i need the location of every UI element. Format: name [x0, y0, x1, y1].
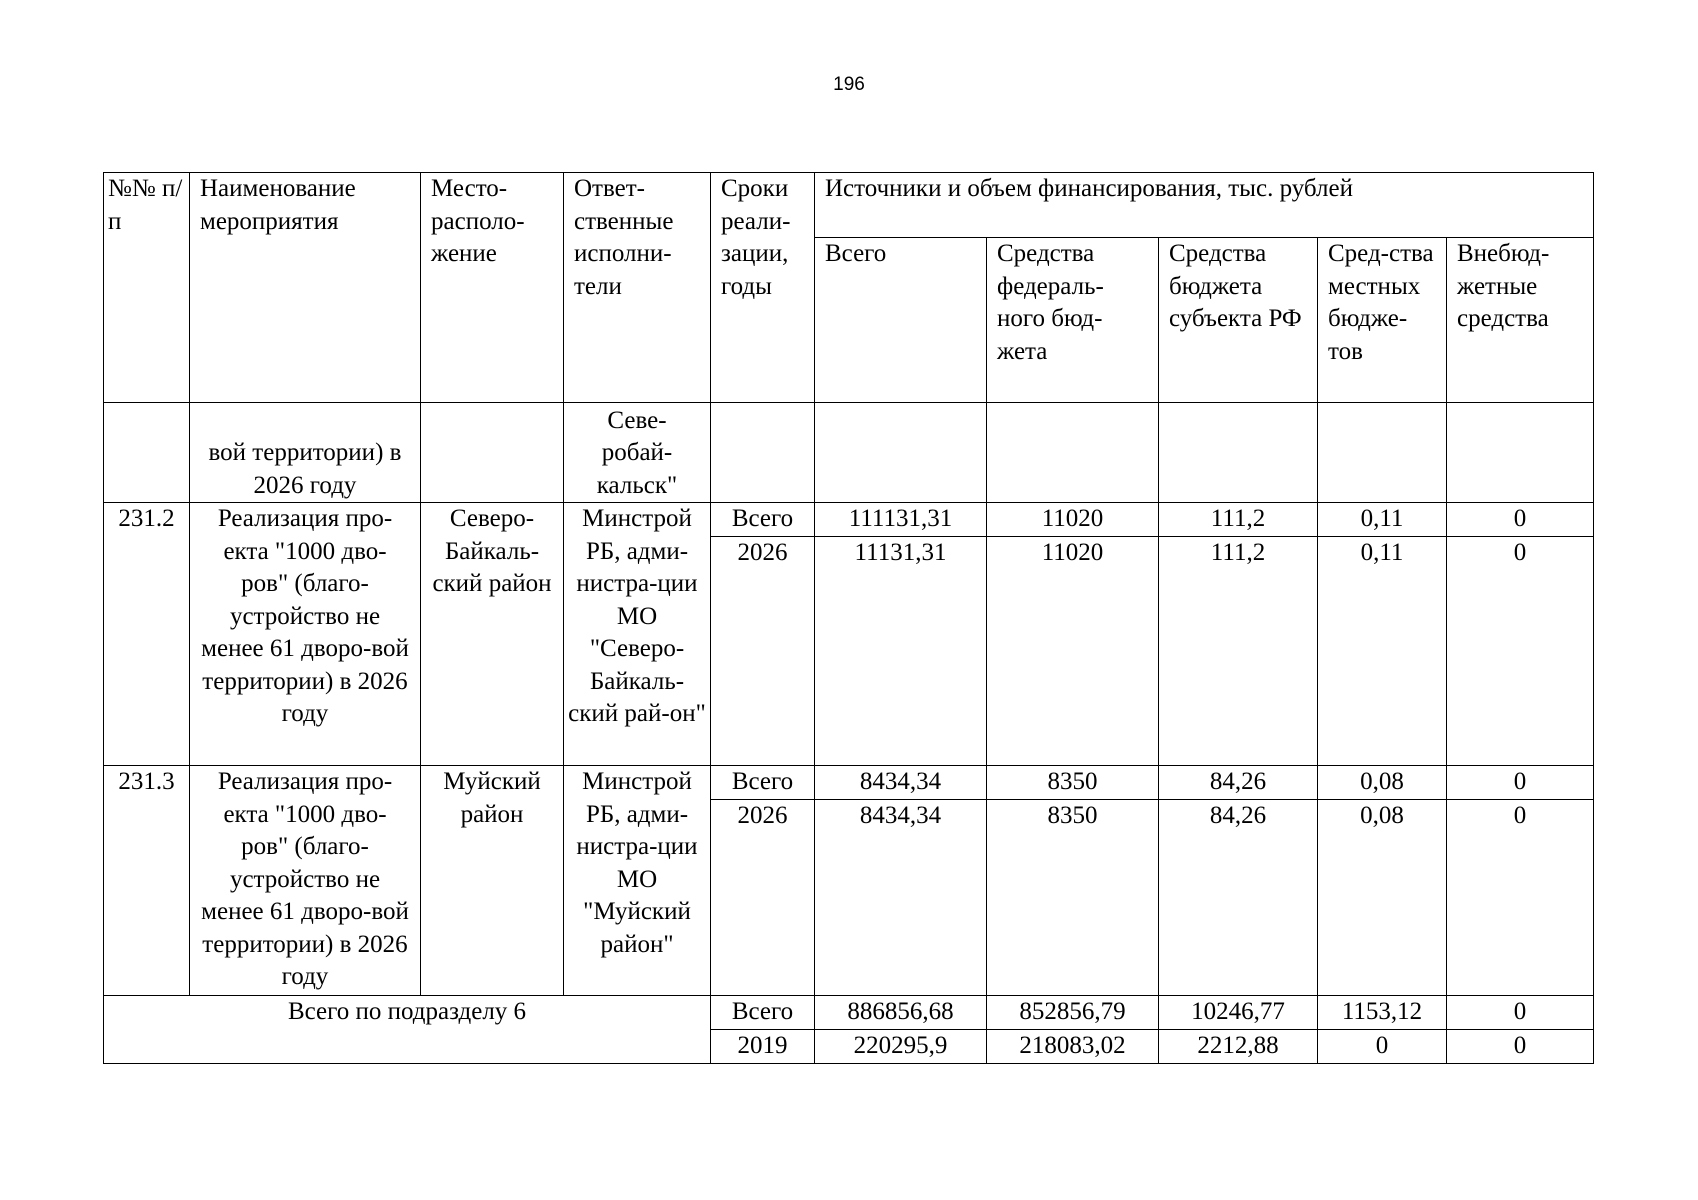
- row-local: 0,11: [1318, 503, 1447, 537]
- header-federal: Средства федераль-ного бюд-жета: [987, 238, 1159, 403]
- continuation-federal: [987, 403, 1159, 503]
- header-location: Место-располо-жение: [421, 173, 564, 403]
- subtotal-federal: 852856,79: [987, 996, 1159, 1030]
- continuation-responsible: Севе-робай-кальск": [564, 403, 711, 503]
- header-extra: Внебюд-жетные средства: [1447, 238, 1594, 403]
- subtotal-federal: 218083,02: [987, 1030, 1159, 1064]
- row-name: Реализация про-екта "1000 дво-ров" (благо-устройство не менее 61 дворо-вой территории) в 2026 году: [190, 503, 421, 766]
- subtotal-period: 2019: [711, 1030, 815, 1064]
- row-extra: 0: [1447, 800, 1594, 996]
- row-federal: 8350: [987, 800, 1159, 996]
- row-total: 11131,31: [815, 537, 987, 766]
- row-federal: 8350: [987, 766, 1159, 800]
- subtotal-extra: 0: [1447, 996, 1594, 1030]
- row-responsible: Минстрой РБ, адми-нистра-ции МО "Северо-Байкаль-ский рай-он": [564, 503, 711, 766]
- row-federal: 11020: [987, 503, 1159, 537]
- continuation-period: [711, 403, 815, 503]
- header-period: Сроки реали-зации, годы: [711, 173, 815, 403]
- header-regional: Средства бюджета субъекта РФ: [1159, 238, 1318, 403]
- row-extra: 0: [1447, 766, 1594, 800]
- header-num: №№ п/п: [104, 173, 190, 403]
- row-regional: 111,2: [1159, 537, 1318, 766]
- subtotal-total: 886856,68: [815, 996, 987, 1030]
- header-sources: Источники и объем финансирования, тыс. рублей: [815, 173, 1594, 238]
- continuation-name: вой территории) в 2026 году: [190, 403, 421, 503]
- continuation-total: [815, 403, 987, 503]
- continuation-regional: [1159, 403, 1318, 503]
- row-regional: 111,2: [1159, 503, 1318, 537]
- subtotal-total: 220295,9: [815, 1030, 987, 1064]
- subtotal-row: [104, 996, 1594, 1030]
- row-period: Всего: [711, 766, 815, 800]
- continuation-local: [1318, 403, 1447, 503]
- row-local: 0,08: [1318, 766, 1447, 800]
- header-total: Всего: [815, 238, 987, 403]
- continuation-extra: [1447, 403, 1594, 503]
- row-local: 0,11: [1318, 537, 1447, 766]
- financing-table: [103, 172, 1594, 1064]
- row-regional: 84,26: [1159, 766, 1318, 800]
- subtotal-regional: 2212,88: [1159, 1030, 1318, 1064]
- row-local: 0,08: [1318, 800, 1447, 996]
- subtotal-period: Всего: [711, 996, 815, 1030]
- row-period: 2026: [711, 537, 815, 766]
- subtotal-local: 0: [1318, 1030, 1447, 1064]
- continuation-num: [104, 403, 190, 503]
- row-responsible: Минстрой РБ, адми-нистра-ции МО "Муйский район": [564, 766, 711, 996]
- header-name: Наименование мероприятия: [190, 173, 421, 403]
- continuation-location: [421, 403, 564, 503]
- page-number: 196: [833, 74, 865, 95]
- subtotal-label: Всего по подразделу 6: [104, 996, 711, 1064]
- row-regional: 84,26: [1159, 800, 1318, 996]
- header-local: Сред-ства местных бюдже-тов: [1318, 238, 1447, 403]
- table-row: [104, 766, 1594, 800]
- row-name: Реализация про-екта "1000 дво-ров" (благо-устройство не менее 61 дворо-вой территории) в 2026 году: [190, 766, 421, 996]
- row-period: Всего: [711, 503, 815, 537]
- row-num: 231.2: [104, 503, 190, 766]
- table-row: [104, 503, 1594, 537]
- subtotal-regional: 10246,77: [1159, 996, 1318, 1030]
- row-total: 8434,34: [815, 766, 987, 800]
- row-location: Северо-Байкаль-ский район: [421, 503, 564, 766]
- row-extra: 0: [1447, 537, 1594, 766]
- subtotal-local: 1153,12: [1318, 996, 1447, 1030]
- row-location: Муйский район: [421, 766, 564, 996]
- row-total: 8434,34: [815, 800, 987, 996]
- row-total: 111131,31: [815, 503, 987, 537]
- row-federal: 11020: [987, 537, 1159, 766]
- row-num: 231.3: [104, 766, 190, 996]
- header-responsible: Ответ-ственные исполни-тели: [564, 173, 711, 403]
- subtotal-extra: 0: [1447, 1030, 1594, 1064]
- row-period: 2026: [711, 800, 815, 996]
- row-extra: 0: [1447, 503, 1594, 537]
